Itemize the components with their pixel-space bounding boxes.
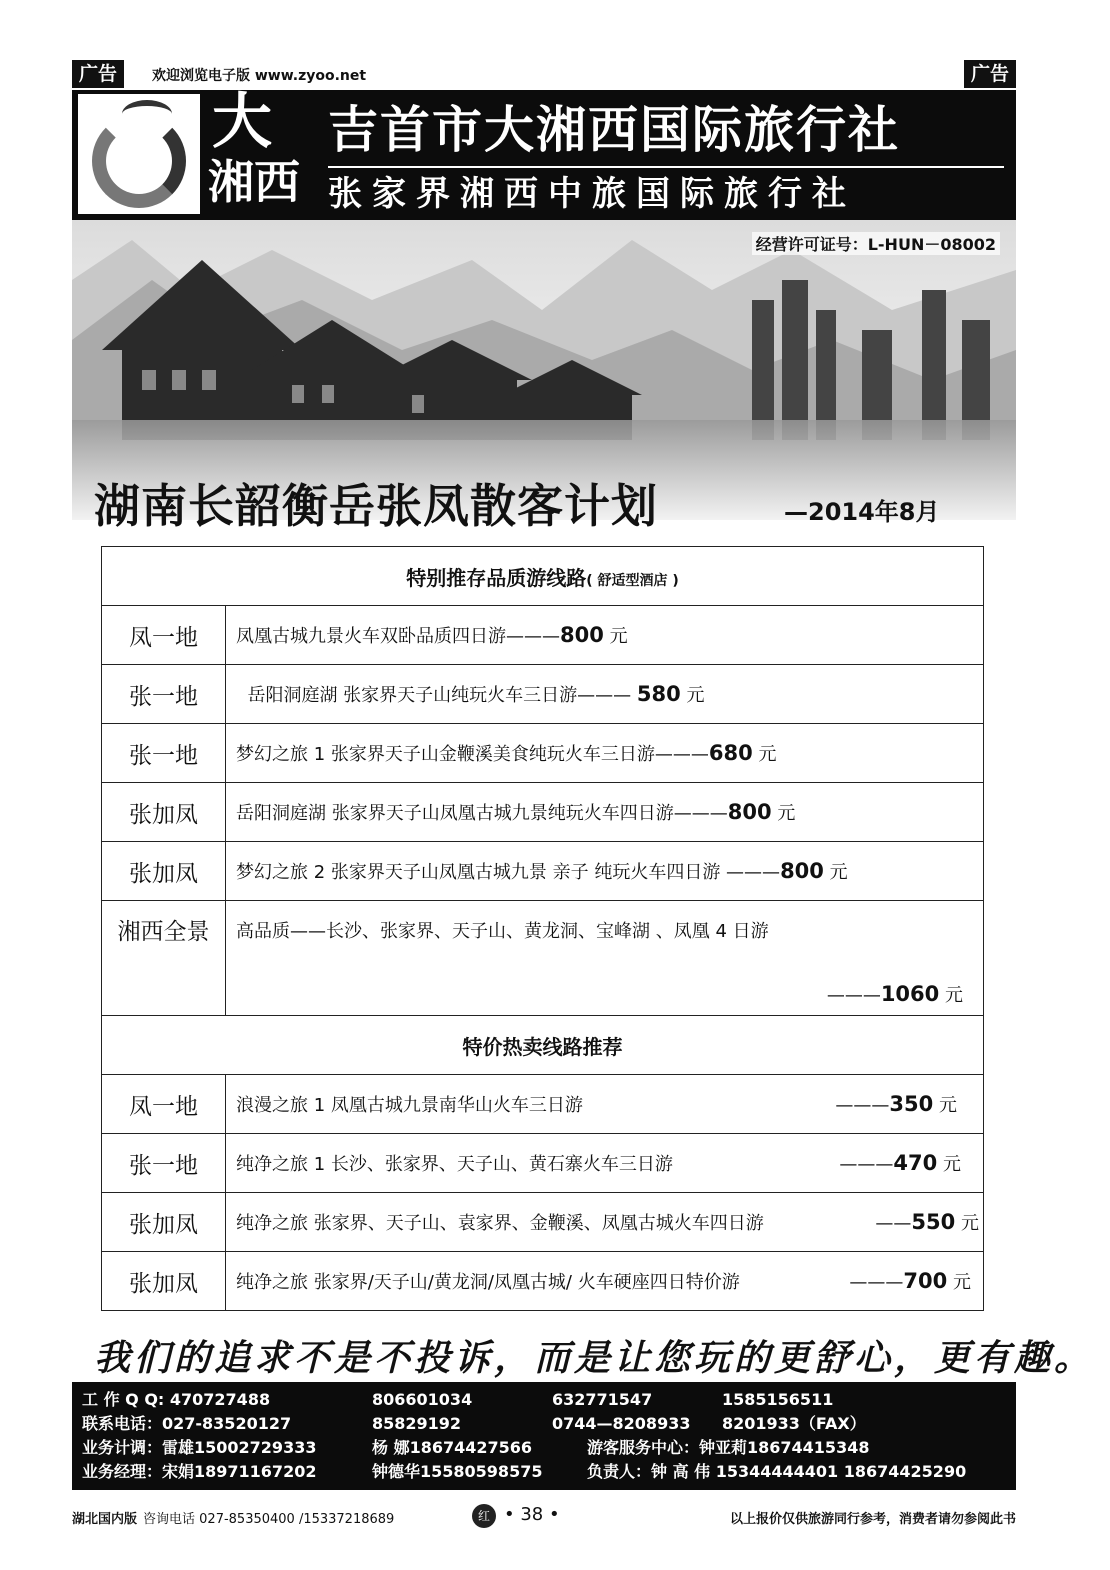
contact-cell: 0744—8208933 xyxy=(552,1414,691,1433)
contact-row-qq xyxy=(82,1388,1006,1412)
route-text: 凤凰古城九景火车双卧品质四日游——— xyxy=(236,626,560,647)
route-detail xyxy=(226,606,984,665)
route-text: 高品质——长沙、张家界、天子山、黄龙洞、宝峰湖 、凤凰 4 日游 xyxy=(236,921,769,942)
brand-mark-da: 大 xyxy=(212,87,272,157)
contact-block xyxy=(72,1382,1016,1490)
contact-cell: 钟德华15580598575 xyxy=(372,1462,543,1481)
price-unit: 元 xyxy=(609,626,628,647)
price-unit: 元 xyxy=(686,685,705,706)
route-detail xyxy=(226,1075,984,1134)
disclaimer: 以上报价仅供旅游同行参考，消费者请勿参阅此书 xyxy=(729,1512,1016,1527)
route-price: 580 xyxy=(636,682,681,706)
route-text: 岳阳洞庭湖 张家界天子山纯玩火车三日游——— xyxy=(247,685,637,706)
page-number-area xyxy=(472,1504,560,1528)
route-price: 1060 xyxy=(880,982,940,1006)
contact-cell: 806601034 xyxy=(372,1390,473,1409)
route-detail xyxy=(226,665,984,724)
route-price-line xyxy=(875,1209,979,1235)
section-title: 特别推存品质游线路 xyxy=(406,565,587,590)
route-text: 纯净之旅 张家界、天子山、袁家界、金鞭溪、凤凰古城火车四日游 xyxy=(236,1213,764,1234)
welcome-text: 欢迎浏览电子版 www.zyoo.net xyxy=(152,68,367,84)
price-dash: ——— xyxy=(835,1095,890,1116)
slogan: 我们的追求不是不投诉，而是让您玩的更舒心，更有趣。 xyxy=(94,1337,1095,1379)
contact-row-phone xyxy=(82,1412,1006,1436)
plan-date: —2014年8月 xyxy=(784,498,940,526)
table-row xyxy=(102,606,984,665)
contact-cell: 联系电话：027-83520127 xyxy=(82,1414,292,1433)
footer-left xyxy=(72,1508,394,1527)
route-label: 湘西全景 xyxy=(102,901,226,1016)
price-unit: 元 xyxy=(758,744,777,765)
route-detail xyxy=(226,783,984,842)
contact-cell: 工 作 Q Q: 470727488 xyxy=(82,1390,271,1409)
contact-cell: 632771547 xyxy=(552,1390,653,1409)
route-label: 张一地 xyxy=(102,665,226,724)
brand-mark-xiangxi: 湘西 xyxy=(208,155,300,209)
section-heading-premium xyxy=(102,547,984,606)
route-price: 350 xyxy=(889,1092,934,1116)
route-label: 张加凤 xyxy=(102,1252,226,1311)
route-label: 凤一地 xyxy=(102,606,226,665)
header-banner xyxy=(72,87,1016,220)
page-number: • 38 • xyxy=(504,1504,560,1525)
contact-cell: 负责人：钟 高 伟 15344444401 18674425290 xyxy=(587,1462,967,1481)
route-detail xyxy=(226,724,984,783)
route-detail xyxy=(226,1252,984,1311)
table-row xyxy=(102,901,984,1016)
route-price-line xyxy=(827,981,963,1007)
route-price: 800 xyxy=(780,859,824,883)
table-row xyxy=(102,665,984,724)
route-detail xyxy=(226,901,984,1016)
section-title: 特价热卖线路推荐 xyxy=(462,1034,623,1059)
table-row xyxy=(102,783,984,842)
route-detail xyxy=(226,1193,984,1252)
ad-tag-left: 广告 xyxy=(72,60,124,88)
route-detail xyxy=(226,842,984,901)
license-number: 经营许可证号：L-HUN－08002 xyxy=(752,232,1000,255)
table-row xyxy=(102,842,984,901)
price-unit: 元 xyxy=(939,1095,957,1116)
route-price: 680 xyxy=(708,741,753,765)
route-price: 700 xyxy=(903,1269,948,1293)
section-heading-specials xyxy=(102,1016,984,1075)
route-detail xyxy=(226,1134,984,1193)
table-row xyxy=(102,724,984,783)
route-text: 岳阳洞庭湖 张家界天子山凤凰古城九景纯玩火车四日游——— xyxy=(236,803,728,824)
contact-cell: 游客服务中心：钟亚莉18674415348 xyxy=(587,1438,870,1457)
price-unit: 元 xyxy=(953,1272,971,1293)
hotline: 咨询电话 027-85350400 /15337218689 xyxy=(143,1512,395,1527)
route-label: 张一地 xyxy=(102,724,226,783)
route-price: 800 xyxy=(727,800,772,824)
table-row xyxy=(102,1075,984,1134)
phoenix-logo-icon xyxy=(78,94,200,214)
price-dash: ——— xyxy=(826,985,881,1006)
company-name: 吉首市大湘西国际旅行社 xyxy=(328,101,900,159)
route-text: 梦幻之旅 1 张家界天子山金鞭溪美食纯玩火车三日游——— xyxy=(236,744,709,765)
page-footer xyxy=(72,1504,1016,1528)
price-dash: ——— xyxy=(839,1154,894,1175)
contact-row-managers xyxy=(82,1460,1006,1484)
price-unit: 元 xyxy=(945,985,963,1006)
contact-cell: 业务经理：宋娟18971167202 xyxy=(82,1462,317,1481)
route-text: 梦幻之旅 2 张家界天子山凤凰古城九景 亲子 纯玩火车四日游 ——— xyxy=(236,862,781,883)
company-name-secondary: 张家界湘西中旅国际旅行社 xyxy=(328,174,856,214)
route-price-line xyxy=(835,1091,957,1117)
ad-tag-right: 广告 xyxy=(964,60,1016,88)
table-row xyxy=(102,1134,984,1193)
route-price-line xyxy=(849,1268,971,1294)
route-label: 张一地 xyxy=(102,1134,226,1193)
contact-cell: 85829192 xyxy=(372,1414,462,1433)
price-dash: —— xyxy=(875,1213,912,1234)
route-text: 纯净之旅 张家界/天子山/黄龙洞/凤凰古城/ 火车硬座四日特价游 xyxy=(236,1272,740,1293)
plan-title: 湖南长韶衡岳张凤散客计划 xyxy=(94,479,658,533)
route-label: 张加凤 xyxy=(102,783,226,842)
route-text: 纯净之旅 1 长沙、张家界、天子山、黄石寨火车三日游 xyxy=(236,1154,673,1175)
route-price: 800 xyxy=(560,623,604,647)
routes-table xyxy=(101,546,984,1311)
section-note: ( 舒适型酒店 ) xyxy=(586,572,679,589)
price-unit: 元 xyxy=(777,803,796,824)
price-unit: 元 xyxy=(961,1213,979,1234)
price-dash: ——— xyxy=(849,1272,904,1293)
contact-cell: 业务计调：雷雄15002729333 xyxy=(82,1438,317,1457)
route-text: 浪漫之旅 1 凤凰古城九景南华山火车三日游 xyxy=(236,1095,583,1116)
edition-label: 湖北国内版 xyxy=(72,1512,138,1527)
top-bar xyxy=(72,60,1016,90)
route-price-line xyxy=(839,1150,961,1176)
table-row xyxy=(102,1193,984,1252)
contact-cell: 8201933（FAX） xyxy=(722,1414,866,1433)
route-label: 凤一地 xyxy=(102,1075,226,1134)
route-price: 550 xyxy=(911,1210,956,1234)
price-unit: 元 xyxy=(943,1154,961,1175)
header-divider xyxy=(328,166,1004,168)
contact-cell: 1585156511 xyxy=(722,1390,834,1409)
red-badge-icon: 红 xyxy=(472,1504,496,1528)
contact-row-planners xyxy=(82,1436,1006,1460)
route-price: 470 xyxy=(893,1151,938,1175)
table-row xyxy=(102,1252,984,1311)
route-label: 张加凤 xyxy=(102,842,226,901)
contact-cell: 杨 娜18674427566 xyxy=(372,1438,533,1457)
price-unit: 元 xyxy=(829,862,848,883)
route-label: 张加凤 xyxy=(102,1193,226,1252)
